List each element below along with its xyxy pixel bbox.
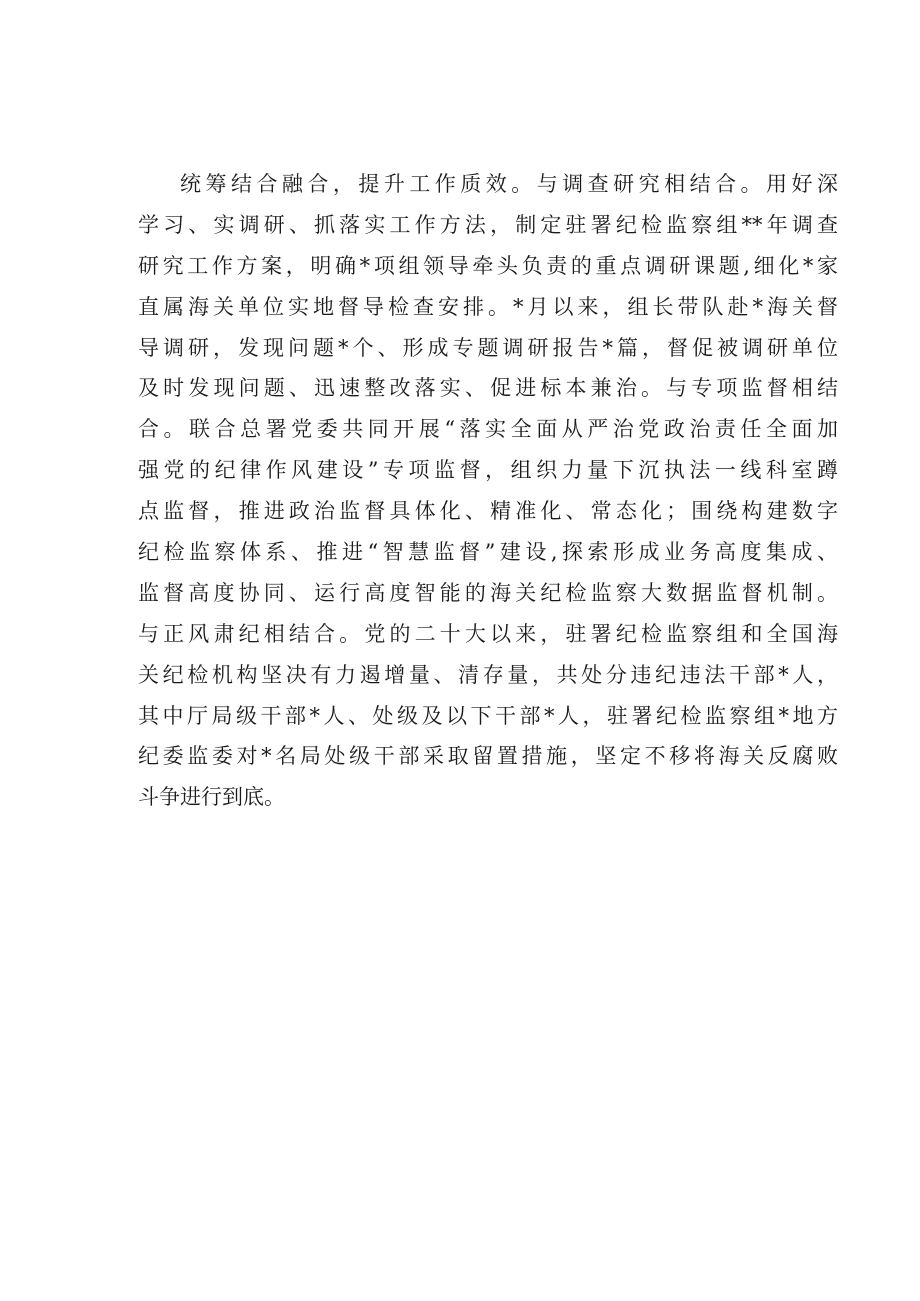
- paragraph-line-8: 强党的纪律作风建设”专项监督，组织力量下沉执法一线科室蹲: [138, 458, 838, 483]
- paragraph-line-15: 纪委监委对*名局处级干部采取留置措施，坚定不移将海关反腐败: [138, 744, 838, 769]
- body-paragraph: [138, 164, 838, 818]
- paragraph-line-11: 监督高度协同、运行高度智能的海关纪检监察大数据监督机制。: [138, 580, 838, 605]
- paragraph-line-10: 纪检监察体系、推进“智慧监督”建设,探索形成业务高度集成、: [138, 540, 838, 565]
- paragraph-line-7: 合。联合总署党委共同开展“落实全面从严治党政治责任全面加: [138, 417, 838, 442]
- paragraph-line-16: 斗争进行到底。: [138, 785, 285, 810]
- paragraph-line-12: 与正风肃纪相结合。党的二十大以来，驻署纪检监察组和全国海: [138, 621, 838, 646]
- paragraph-line-1: 统筹结合融合，提升工作质效。与调查研究相结合。用好深: [180, 172, 838, 196]
- paragraph-line-4: 直属海关单位实地督导检查安排。*月以来，组长带队赴*海关督: [138, 294, 838, 319]
- paragraph-line-2: 学习、实调研、抓落实工作方法，制定驻署纪检监察组**年调查: [138, 212, 838, 237]
- paragraph-line-9: 点监督，推进政治监督具体化、精准化、常态化；围绕构建数字: [138, 499, 838, 524]
- paragraph-line-13: 关纪检机构坚决有力遏增量、清存量，共处分违纪违法干部*人，: [138, 662, 838, 687]
- paragraph-line-5: 导调研，发现问题*个、形成专题调研报告*篇，督促被调研单位: [138, 335, 838, 360]
- paragraph-line-3: 研究工作方案，明确*项组领导牵头负责的重点调研课题,细化*家: [138, 253, 838, 278]
- paragraph-line-6: 及时发现问题、迅速整改落实、促进标本兼治。与专项监督相结: [138, 376, 838, 401]
- paragraph-line-14: 其中厅局级干部*人、处级及以下干部*人，驻署纪检监察组*地方: [138, 703, 838, 728]
